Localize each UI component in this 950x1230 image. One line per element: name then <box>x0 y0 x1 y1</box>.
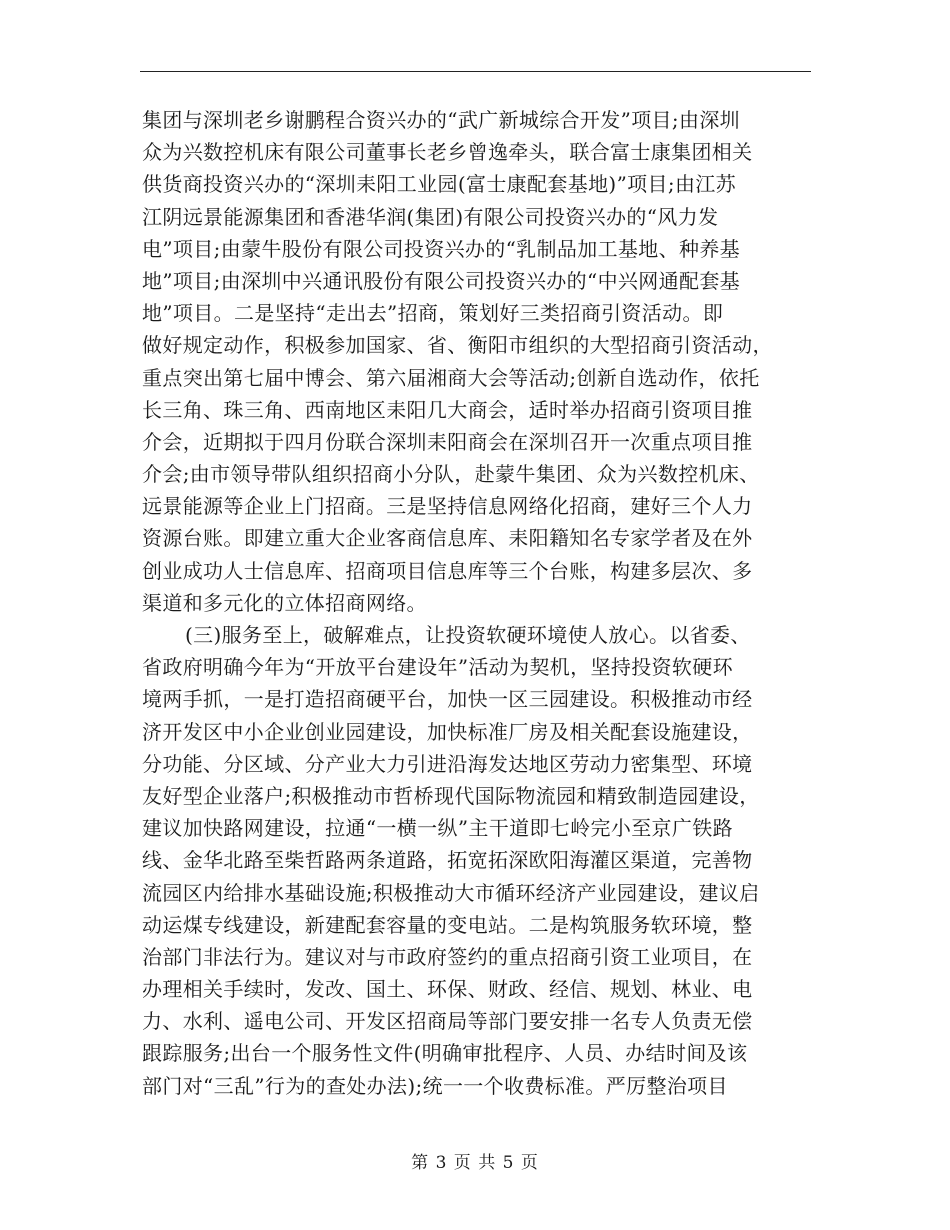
text-line: 办理相关手续时，发改、国土、环保、财政、经信、规划、林业、电 <box>142 977 753 1002</box>
text-line: 供货商投资兴办的“深圳耒阳工业园(富士康配套基地)”项目;由江苏 <box>142 172 736 197</box>
text-line: 治部门非法行为。建议对与市政府签约的重点招商引资工业项目，在 <box>142 944 753 969</box>
text-line: 做好规定动作，积极参加国家、省、衡阳市组织的大型招商引资活动， <box>142 333 773 358</box>
text-line: 境两手抓，一是打造招商硬平台，加快一区三园建设。积极推动市经 <box>142 687 753 712</box>
text-line: 分功能、分区域、分产业大力引进沿海发达地区劳动力密集型、环境 <box>142 751 753 776</box>
text-line: 流园区内给排水基础设施;积极推动大市循环经济产业园建设，建议启 <box>142 880 760 905</box>
text-line: 渠道和多元化的立体招商网络。 <box>142 590 427 615</box>
text-line: 创业成功人士信息库、招商项目信息库等三个台账，构建多层次、多 <box>142 558 753 583</box>
text-line: 介会;由市领导带队组织招商小分队，赴蒙牛集团、众为兴数控机床、 <box>142 462 760 487</box>
text-line: 介会，近期拟于四月份联合深圳耒阳商会在深圳召开一次重点项目推 <box>142 429 753 454</box>
text-line: 长三角、珠三角、西南地区耒阳几大商会，适时举办招商引资项目推 <box>142 397 753 422</box>
text-line: 部门对“三乱”行为的查处办法);统一一个收费标准。严厉整治项目 <box>142 1073 728 1098</box>
text-line: 地”项目;由深圳中兴通讯股份有限公司投资兴办的“中兴网通配套基 <box>142 268 741 293</box>
text-line: 济开发区中小企业创业园建设，加快标准厂房及相关配套设施建设， <box>142 719 753 744</box>
text-line: 地”项目。二是坚持“走出去”招商，策划好三类招商引资活动。即 <box>142 301 724 326</box>
text-line: 省政府明确今年为“开放平台建设年”活动为契机，坚持投资软硬环 <box>142 655 733 680</box>
header-rule <box>140 71 811 72</box>
page-number-footer: 第 3 页 共 5 页 <box>411 1153 539 1173</box>
document-body <box>142 104 822 1102</box>
text-line: 友好型企业落户;积极推动市哲桥现代国际物流园和精致制造园建设， <box>142 783 760 808</box>
text-line: 建议加快路网建设，拉通“一横一纵”主干道即七岭完小至京广铁路 <box>142 816 733 841</box>
text-line: 集团与深圳老乡谢鹏程合资兴办的“武广新城综合开发”项目;由深圳 <box>142 108 741 132</box>
text-line: 重点突出第七届中博会、第六届湘商大会等活动;创新自选动作，依托 <box>142 365 760 390</box>
text-line: 动运煤专线建设，新建配套容量的变电站。二是构筑服务软环境，整 <box>142 912 753 937</box>
text-line: 江阴远景能源集团和香港华润(集团)有限公司投资兴办的“风力发 <box>142 204 719 229</box>
text-line: 力、水利、遥电公司、开发区招商局等部门要安排一名专人负责无偿 <box>142 1009 753 1034</box>
text-line: 远景能源等企业上门招商。三是坚持信息网络化招商，建好三个人力 <box>142 494 753 519</box>
text-line: 跟踪服务;出台一个服务性文件(明确审批程序、人员、办结时间及该 <box>142 1041 748 1066</box>
text-line: 众为兴数控机床有限公司董事长老乡曾逸牵头，联合富士康集团相关 <box>142 140 753 165</box>
text-line: 电”项目;由蒙牛股份有限公司投资兴办的“乳制品加工基地、种养基 <box>142 236 741 261</box>
text-line: 资源台账。即建立重大企业客商信息库、耒阳籍知名专家学者及在外 <box>142 526 753 551</box>
text-line: 线、金华北路至柴哲路两条道路，拓宽拓深欧阳海灌区渠道，完善物 <box>142 848 753 873</box>
paragraph-start-line: (三)服务至上，破解难点，让投资软硬环境使人放心。以省委、 <box>185 623 751 647</box>
